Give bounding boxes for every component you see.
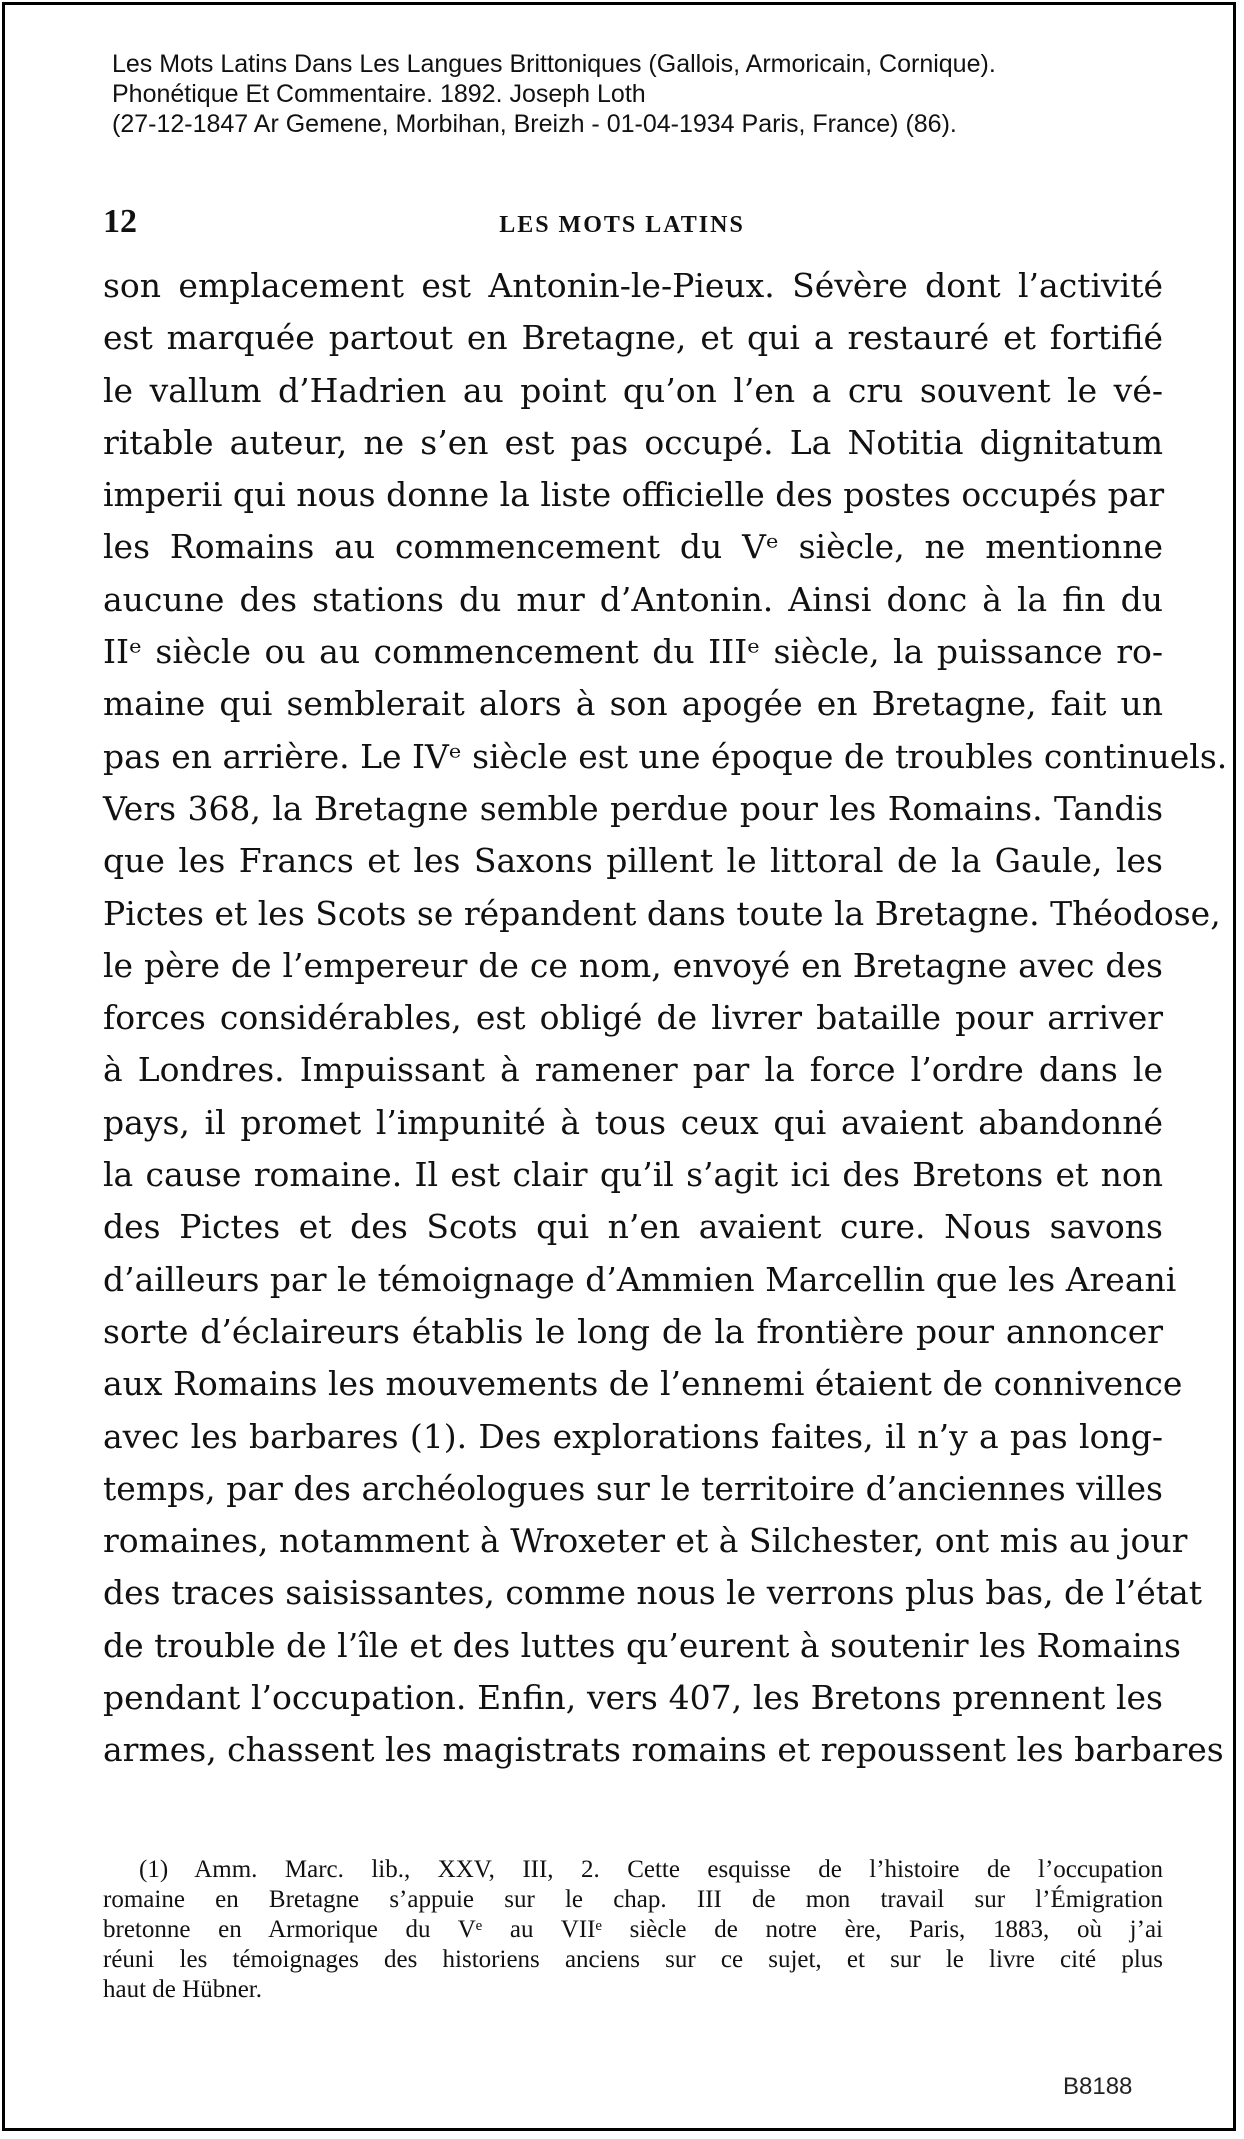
text-line: temps, par des archéologues sur le territoire d’anciennes villes	[103, 1468, 1163, 1508]
footnote-line: (1) Amm. Marc. lib., XXV, III, 2. Cette esquisse de l’histoire de l’occupation	[139, 1856, 1163, 1883]
running-head: LES MOTS LATINS	[499, 212, 745, 238]
text-line: le vallum d’Hadrien au point qu’on l’en a cru souvent le vé-	[103, 370, 1163, 410]
text-line: imperii qui nous donne la liste officielle des postes occupés par	[103, 475, 1165, 515]
text-line: romaines, notamment à Wroxeter et à Silchester, ont mis au jour	[103, 1521, 1188, 1561]
text-line: son emplacement est Antonin-le-Pieux. Sévère dont l’activité	[103, 266, 1163, 305]
text-line: des Pictes et des Scots qui n’en avaient cure. Nous savons	[103, 1207, 1163, 1247]
text-line: Pictes et les Scots se répandent dans toute la Bretagne. Théodose,	[103, 893, 1221, 933]
text-line: avec les barbares (1). Des explorations faites, il n’y a pas long-	[103, 1416, 1163, 1456]
footnote-line: haut de Hübner.	[103, 1976, 262, 2003]
text-line: armes, chassent les magistrats romains et repoussent les barbares	[103, 1730, 1224, 1770]
text-line: pays, il promet l’impunité à tous ceux qui avaient abandonné	[103, 1102, 1163, 1142]
page-frame	[2, 2, 1236, 2131]
text-line: de trouble de l’île et des luttes qu’eurent à soutenir les Romains	[103, 1625, 1181, 1665]
text-line: aucune des stations du mur d’Antonin. Ainsi donc à la fin du	[103, 579, 1163, 619]
text-line: maine qui semblerait alors à son apogée en Bretagne, fait un	[103, 684, 1163, 724]
text-line: la cause romaine. Il est clair qu’il s’agit ici des Bretons et non	[103, 1155, 1163, 1195]
footnote-line: romaine en Bretagne s’appuie sur le chap. III de mon travail sur l’Émigration	[103, 1886, 1163, 1913]
page-number: 12	[103, 203, 137, 240]
text-line: les Romains au commencement du Vᵉ siècle, ne mentionne	[103, 527, 1163, 567]
text-line: Vers 368, la Bretagne semble perdue pour les Romains. Tandis	[103, 788, 1163, 828]
catalog-number: B8188	[1063, 2073, 1133, 2100]
text-line: ritable auteur, ne s’en est pas occupé. La Notitia dignitatum	[103, 422, 1163, 462]
caption-line: (27-12-1847 Ar Gemene, Morbihan, Breizh - 01-04-1934 Paris, France) (86).	[112, 110, 957, 138]
text-line: des traces saisissantes, comme nous le verrons plus bas, de l’état	[103, 1573, 1202, 1613]
text-line: d’ailleurs par le témoignage d’Ammien Marcellin que les Areani	[103, 1259, 1177, 1299]
text-line: sorte d’éclaireurs établis le long de la frontière pour annoncer	[103, 1311, 1163, 1351]
text-line: à Londres. Impuissant à ramener par la force l’ordre dans le	[103, 1050, 1163, 1090]
text-line: est marquée partout en Bretagne, et qui a restauré et fortifié	[103, 318, 1163, 358]
text-line: le père de l’empereur de ce nom, envoyé en Bretagne avec des	[103, 945, 1163, 985]
caption-line: Les Mots Latins Dans Les Langues Brittoniques (Gallois, Armoricain, Cornique).	[112, 50, 996, 78]
text-line: forces considérables, est obligé de livrer bataille pour arriver	[103, 998, 1163, 1038]
text-line: aux Romains les mouvements de l’ennemi étaient de connivence	[103, 1364, 1183, 1404]
footnotes	[103, 1855, 1163, 2005]
text-line: IIᵉ siècle ou au commencement du IIIᵉ siècle, la puissance ro-	[103, 632, 1163, 672]
footnote-line: réuni les témoignages des historiens anciens sur ce sujet, et sur le livre cité plus	[103, 1946, 1163, 1973]
caption-line: Phonétique Et Commentaire. 1892. Joseph Loth	[112, 80, 646, 108]
body-text	[103, 260, 1228, 1777]
text-line: pendant l’occupation. Enfin, vers 407, les Bretons prennent les	[103, 1678, 1163, 1718]
text-line: que les Francs et les Saxons pillent le littoral de la Gaule, les	[103, 841, 1163, 881]
book-caption	[112, 49, 1162, 139]
footnote-line: bretonne en Armorique du Vᵉ au VIIᵉ siècle de notre ère, Paris, 1883, où j’ai	[103, 1916, 1163, 1943]
text-line: pas en arrière. Le IVᵉ siècle est une époque de troubles continuels.	[103, 736, 1228, 776]
